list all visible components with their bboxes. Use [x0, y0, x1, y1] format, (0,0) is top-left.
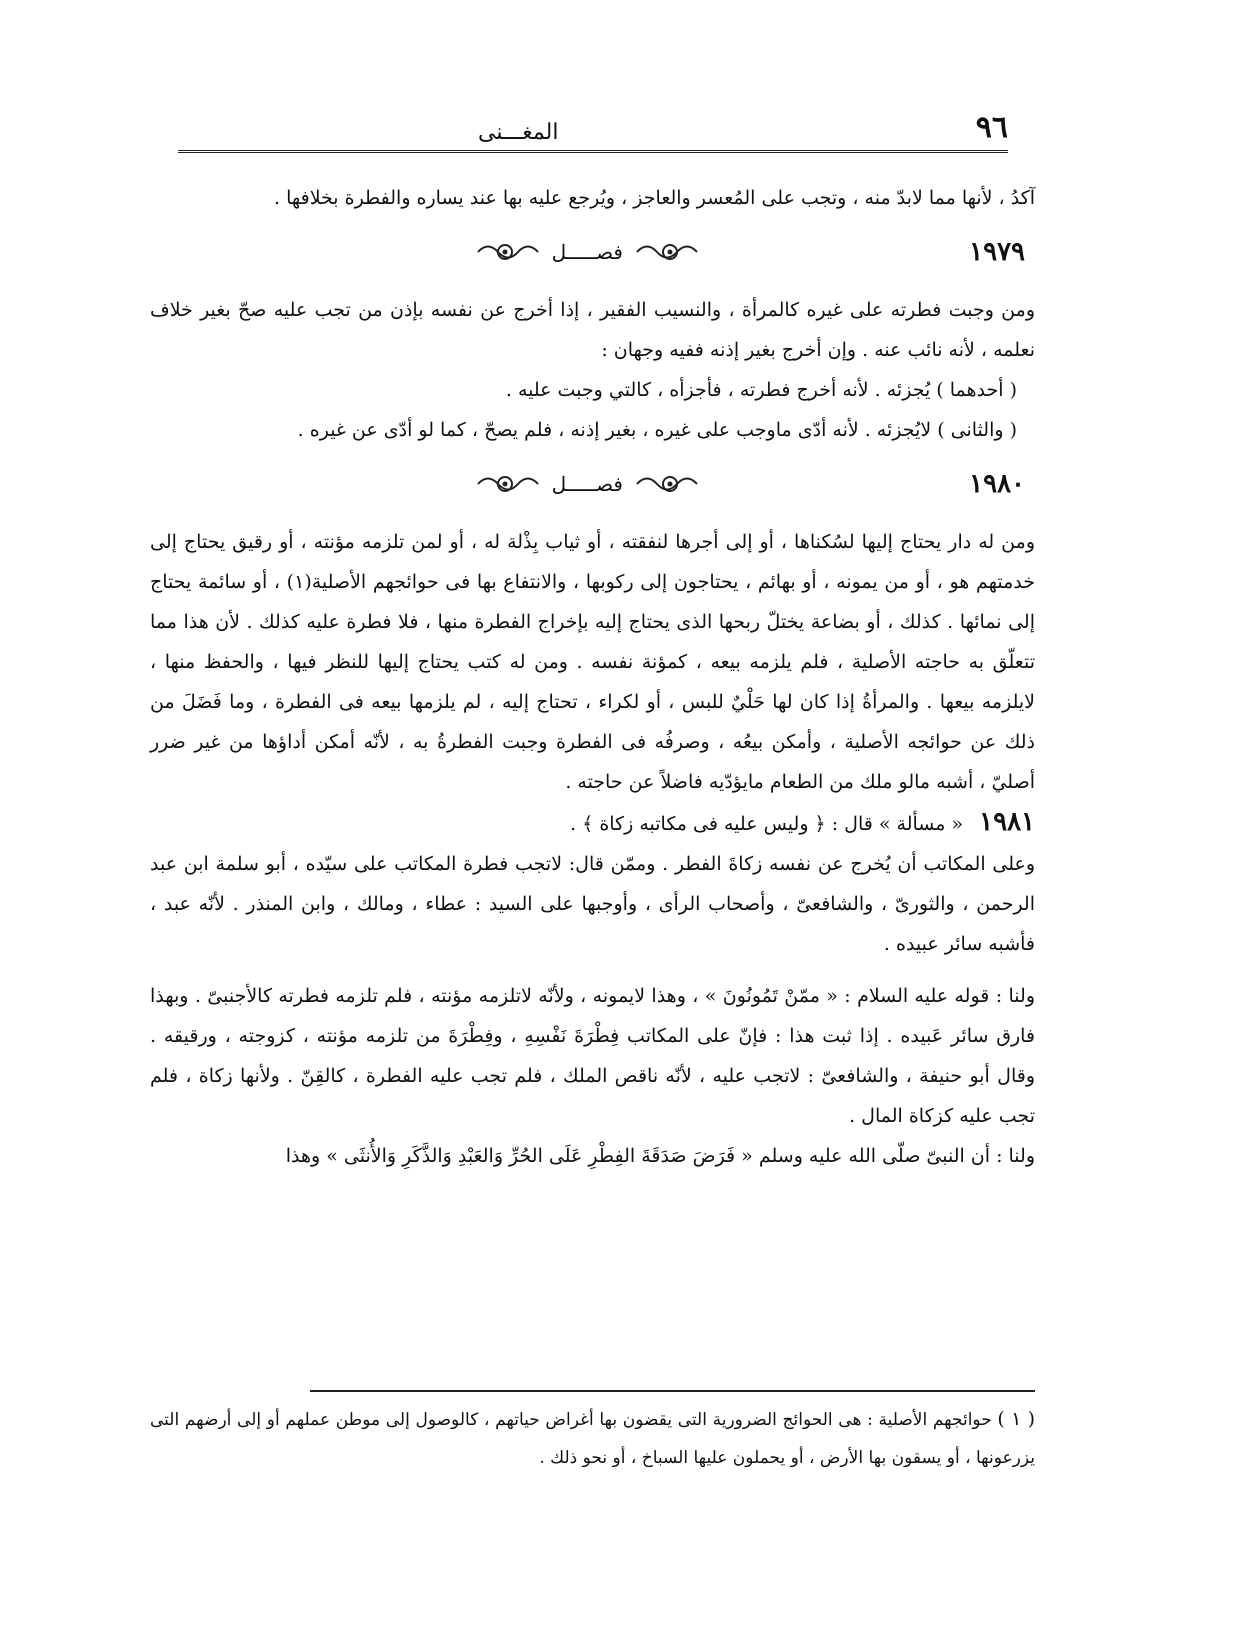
ornament-icon [635, 471, 705, 497]
paragraph: ومن وجبت فطرته على غيره كالمرأة ، والنسيب الفقير ، إذا أخرج عن نفسه بإذن من تجب عليه صحّ بغير خلاف نعلمه ، لأنه نائب عنه . وإن أخرج بغير إذنه ففيه وجهان : [150, 299, 1035, 361]
footnote-text: حوائجهم الأصلية : هى الحوائج الضرورية التى يقضون بها أغراض حياتهم ، كالوصول إلى موطن عملهم أو إلى أرضهم التى يزرعونها ، أو يسقون بها الأرض ، أو يحملون عليها السباخ ، أو نحو ذلك . [150, 1410, 1035, 1468]
ornament-icon [635, 239, 705, 265]
paragraph: ( والثانى ) لايُجزئه . لأنه أدّى ماوجب على غيره ، بغير إذنه ، فلم يصحّ ، كما لو أدّى عن غيره . [297, 419, 1017, 441]
paragraph: ولنا : قوله عليه السلام : « ممّنْ تَمُونُونَ » ، وهذا لايمونه ، ولأنّه لاتلزمه مؤنته ، فلم تلزمه فطرته كالأجنبىّ . وبهذا فارق سائر عَبيده . إذا ثبت هذا : فإنّ على المكاتب فِطْرَةَ نَفْسِهِ ، وفِطْرَةَ من تلزمه مؤنته ، كزوجته ، ورقيقه . وقال أبو حنيفة ، والشافعىّ : لاتجب عليه ، لأنّه ناقص الملك ، فلم تجب عليه الفطرة ، كالقِنّ . ولأنها زكاة ، فلم تجب عليه كزكاة المال . [150, 985, 1035, 1127]
page-number: ٩٦ [975, 110, 1008, 145]
ornament-icon [470, 239, 540, 265]
running-title: المغـــنى [478, 120, 559, 145]
footnote-rule [310, 1390, 1035, 1392]
section-title-group [470, 464, 705, 504]
footnote-marker: ( ١ ) [997, 1408, 1035, 1430]
section-title: فصـــــل [551, 472, 623, 496]
paragraph-gap [150, 964, 1035, 976]
section-title-group [470, 232, 705, 272]
paragraph: آكدُ ، لأنها مما لابدّ منه ، وتجب على المُعسر والعاجز ، ويُرجع عليه بها عند يساره والفطرة بخلافها . [273, 187, 1035, 209]
section-title: فصـــــل [551, 240, 623, 264]
issue-text: « مسألة » قال : ﴿ وليس عليه فى مكاتبه زكاة ﴾ . [570, 813, 964, 835]
main-text [150, 178, 1035, 1176]
section-number: ١٩٨٠ [969, 469, 1025, 499]
paragraph: ولنا : أن النبىّ صلّى الله عليه وسلم « فَرَضَ صَدَقَةَ الفِطْرِ عَلَى الحُرِّ وَالعَبْدِ وَالذَّكَرِ وَالأُنثَى » وهذا [285, 1145, 1035, 1167]
page-header [178, 105, 1008, 145]
footnote [150, 1400, 1035, 1477]
section-number: ١٩٧٩ [969, 237, 1025, 267]
paragraph: ( أحدهما ) يُجزئه . لأنه أخرج فطرته ، فأجزأه ، كالتي وجبت عليه . [505, 379, 1017, 401]
issue-heading [150, 802, 1035, 844]
footnote-paragraph [150, 1400, 1035, 1477]
header-rule [178, 150, 1008, 153]
issue-number: ١٩٨١ [979, 807, 1035, 837]
section-heading [150, 458, 1035, 510]
paragraph: وعلى المكاتب أن يُخرج عن نفسه زكاةَ الفطر . وممّن قال: لاتجب فطرة المكاتب على سيّده ، أبو سلمة ابن عبد الرحمن ، والثورىّ ، والشافعىّ ، وأصحاب الرأى ، وأوجبها على السيد : عطاء ، ومالك ، وابن المنذر . لأنّه عبد ، فأشبه سائر عبيده . [150, 853, 1035, 955]
ornament-icon [470, 471, 540, 497]
paragraph: ومن له دار يحتاج إليها لسُكناها ، أو إلى أجرها لنفقته ، أو ثياب بِذْلة له ، أو لمن تلزمه مؤنته ، أو رقيق يحتاج إلى خدمتهم هو ، أو من يمونه ، أو بهائم ، يحتاجون إلى ركوبها ، والانتفاع بها فى حوائجهم الأصلية(١) ، أو سائمة يحتاج إلى نمائها . كذلك ، أو بضاعة يختلّ ربحها الذى يحتاج إليه بإخراج الفطرة منها ، فلا فطرة عليه كذلك . لأن هذا مما تتعلّق به حاجته الأصلية ، فلم يلزمه بيعه ، كمؤنة نفسه . ومن له كتب يحتاج إليها للنظر فيها ، والحفظ منها ، لايلزمه بيعها . والمرأةُ إذا كان لها حَلْيٌ للبس ، أو لكراء ، تحتاج إليه ، لم يلزمها بيعه فى الفطرة ، وما فَضَلَ من ذلك عن حوائجه الأصلية ، وأمكن بيعُه ، وصرفُه فى الفطرة وجبت الفطرةُ به ، لأنّه أمكن أداؤها من غير ضرر أصليّ ، أشبه مالو ملك من الطعام مايؤدّيه فاضلاً عن حاجته . [150, 531, 1035, 793]
section-heading [150, 226, 1035, 278]
